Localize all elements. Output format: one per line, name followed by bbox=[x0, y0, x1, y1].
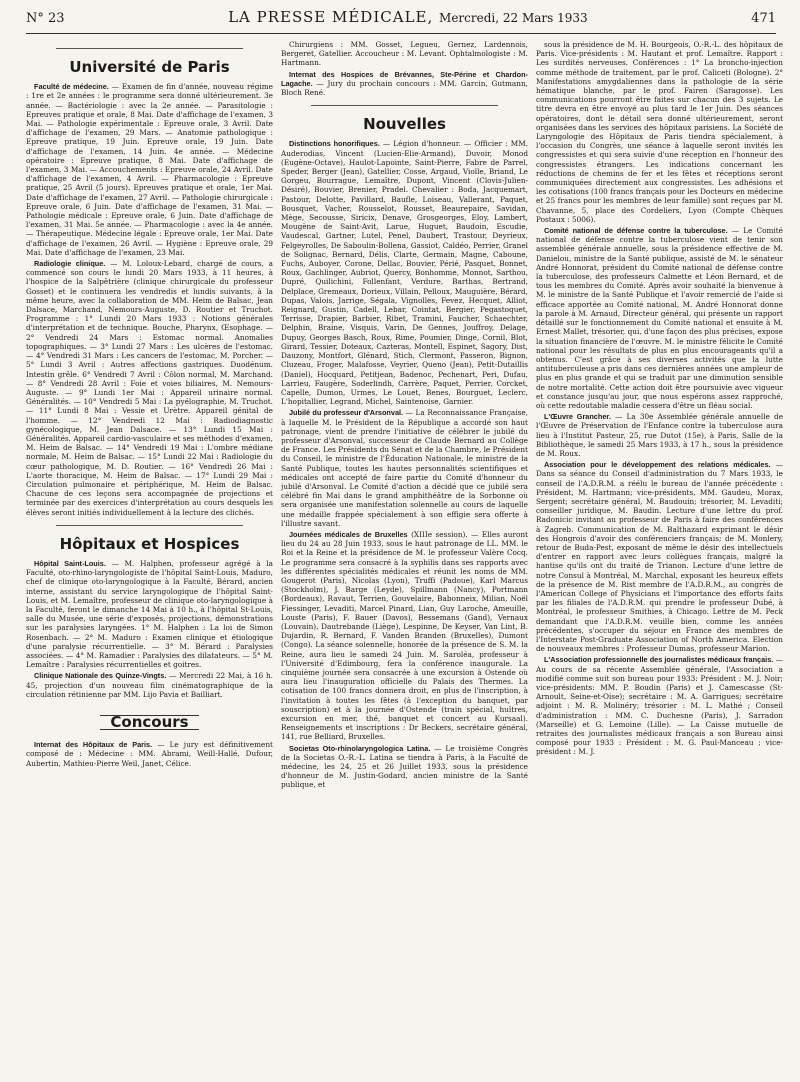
article-text: — Le jury est définitivement composé de : Médecine : MM. Abrami, Weill-Hallé, Dufour, Aubertin, Mathieu-Pierre Weil, Janet, Célice. bbox=[26, 740, 273, 768]
article-lead: Hôpital Saint-Louis. bbox=[34, 558, 106, 568]
article-lead: Radiologie clinique. bbox=[34, 259, 106, 269]
article-text: (XIIIe session). — Elles auront lieu du 24 au 28 Juin 1933, sous le haut patronage de LL. MM. le Roi et la Reine et la présidence de M. le professeur Valère Cocq. Le programme sera consacré à la syphilis dans ses rapports avec les différentes spécialités médicales et réunit les noms de MM. Gougerot (Paris), Nicolas (Lyon), Truffi (Padoue), Karl Marcus (Stockholm), J. Barge (Leyde), Spillmann (Nancy), Portmann (Bordeaux), Ravaut, Terrien, Gouvelaire, Babonneix, Milian, Noël Fiessinger, Levaditi, Marcel Pinard, Lian, Guy Laroche, Ameuille, Louste (Paris), F. Bauer (Davos), Bessemans (Gand), Vernaux (Louvain), Dautrebande (Liège), Lespinne, De Keyser, Van Lint, B. Dujardin, R. Bernard, F. Vanden Branden (Bruxelles), Dumont (Congo). La séance solennelle, honorée de la présence de S. M. la Reine, aura lieu le samedi 24 Juin. M. Saroléa, professeur à l'Université d'Edimbourg, fera la conférence inaugurale. La cinquième journée sera consacrée à une excursion à Ostende où aura lieu l'inauguration officielle du Palais des Thermes. La cotisation de 100 francs donnera droit, en plus de l'inscription, à l'invitation à toutes les fêtes (à l'exception du banquet, par souscription) et à la journée d'Ostende (train spécial, huîtres, excursion en mer, thé, banquet et concert au Kursaal). Renseignements et inscriptions : Dr Beckers, secrétaire général, 141, rue Belliard, Bruxelles. bbox=[281, 529, 528, 742]
article-lead: Distinctions honorifiques. bbox=[289, 139, 380, 149]
article-lead: Clinique Nationale des Quinze-Vingts. bbox=[34, 671, 167, 681]
article-lead: Comité national de défense contre la tuberculose. bbox=[544, 226, 728, 236]
article-text: — La Reconnaissance Française, à laquelle M. le Président de la République a accordé son haut patronage, vient de prendre l'initiative de célébrer le jubilé du professeur d'Arsonval, successeur de Claude Bernard au Collège de France. Les Présidents du Sénat et de la Chambre, le Président du Conseil, le ministre de l'Éducation Nationale, le ministre de la Santé Publique, toutes les hautes personnalités scientifiques et médicales ont accepté de faire partie du Comité d'honneur du jubilé d'Arsonval. Le Comité d'action a décidé que ce jubilé sera célébré fin Mai dans le grand amphithéâtre de la Sorbonne où sera organisée une manifestation solennelle au cours de laquelle une médaille frappée spécialement à son effigie sera offerte à l'illustre savant. bbox=[281, 408, 528, 528]
article-text: — Jury du prochain concours : MM. Garcin, Gutmann, Bloch René. bbox=[281, 78, 528, 98]
article-text: — Examen de fin d'année, nouveau régime : 1re et 2e années : le programme sera donné ultérieurement. 3e année. — Bactériologie : avec la 2e année. — Parasitologie : Epreuves pratique et orale, 8 Mai. Date d'affichage de l'examen, 3 Mai. — Pathologie expérimentale : Epreuve orale, 3 Avril. Date d'affichage de l'examen, 29 Mars. — Anatomie pathologique : Epreuve pratique, 19 Juin. Epreuve orale, 19 Juin. Date d'affichage de l'examen, 14 Juin. 4e année. — Médecine opératoire : Epreuve pratique, 8 Mai. Date d'affichage de l'examen, 3 Mai. — Accouchements : Epreuve orale, 24 Avril. Date d'affichage de l'examen, 4 Avril. — Pharmacologie : Epreuve pratique, 25 Avril (5 jours). Epreuves pratique et orale, 1er Mai. Date d'affichage de l'examen, 27 Avril. — Pathologie chirurgicale : Epreuve orale, 6 Juin. Date d'affichage de l'examen, 31 Mai. — Pathologie médicale : Epreuve orale, 6 Juin. Date d'affichage de l'examen, 31 Mai. 5e année. — Pharmacologie : avec la 4e année. — Thérapeutique. Médecine légale : Epreuve orale, 1er Mai. Date d'affichage de l'examen, 26 Avril. — Hygiène : Epreuve orale, 29 Mai. Date d'affichage de l'examen, 23 Mai. bbox=[26, 82, 273, 257]
article-lead: Internat des Hospices de Brévannes, Ste-Périne et Chardon-Lagache. bbox=[281, 69, 528, 88]
article-text: — Le troisième Congrès de la Societas O.-R.-L. Latina se tiendra à Paris, à la Faculté de médecine, les 24, 25 et 26 Juillet 1933, sous la présidence d'honneur de M. Justin-Godard, ancien ministre de la Santé publique, et bbox=[281, 743, 528, 790]
article-text: — Le Comité national de défense contre la tuberculose vient de tenir son assemblée générale annuelle, sous la présidence effective de M. Danielou, ministre de la Santé publique, assisté de M. le sénateur André Honnorat, président du Comité national de défense contre la tuberculose, des professeurs Calmette et Léon Bernard, et de tous les membres du Comité. Après avoir souhaité la bienvenue à M. le ministre de la Santé Publique et l'avoir remercié de l'aide si efficace apportée au Comité national, M. André Honnorat donne la parole à M. Arnaud, Directeur général, qui présente un rapport détaillé sur le fonctionnement du Comité national et ensuite à M. Ernest Mallet, trésorier, qui, d'une façon des plus précises, expose la situation financière de l'œuvre. M. le ministre félicite le Comité national pour les résultats de plus en plus encourageants qu'il a obtenus. C'est grâce à ses diverses activités que la lutte antituberculeuse a pris dans ces dernières années une ampleur de plus en plus grande et qui se traduit par une diminution sensible de notre mortalité. Cette action doit être poursuivie avec vigueur et constance jusqu'au jour, que nous espérons assez rapproché, où cette redoutable maladie cessera d'être un fléau social. bbox=[536, 226, 783, 410]
masthead bbox=[228, 8, 588, 26]
issue-number: N° 23 bbox=[26, 11, 65, 26]
article-lead: Internat des Hôpitaux de Paris. bbox=[34, 740, 153, 750]
article-lead: Association pour le développement des relations médicales. bbox=[544, 460, 771, 470]
article-lead: Journées médicales de Bruxelles bbox=[289, 529, 408, 539]
article-text: — Dans sa séance du Conseil d'administration du 7 Mars 1933, le conseil de l'A.D.R.M. a réélu le bureau de l'année précédente : Président, M. Hartmann; vice-présidents, MM. Gaudeu, Morax, Sergent; secrétaire général, M. Baudouin; trésorier, M. Levaditi; conseiller juridique, M. Baudin. Lecture d'une lettre du prof. Radonicic invitant au professeur de Paris à faire des conférences à Zagreb. Communication de M. Balthazard exprimant le désir des Hongrois d'avoir des conférenciers français; de M. Monlery, retour de Buda-Pest, exposant de même le désir des intellectuels d'entrer en rapport avec leurs collègues français, malgré la hantise qu'ils ont du traité de Trianon. Lecture d'une lettre de notre Consul à Montréal, M. Marchal, exposant les heureux effets de la présence de M. Rist membre de l'A.D.R.M., au congrès de l'American College of Physicians et l'importance des efforts faits par les filiales de l'A.D.R.M. qui prendre le professeur Dubé, à Montréal, le professeur Smithies, à Chicago. Lettre de M. Peck demandant que l'A.D.R.M. veuille bien, comme les années précédentes, s'occuper du séjour en France des membres de l'Interstate Post-Graduate Association of North America. Election de nouveaux membres : Professeur Dumas, professeur Marion. bbox=[536, 460, 783, 654]
article bbox=[281, 530, 528, 742]
article-lead: Faculté de médecine. bbox=[34, 82, 109, 92]
masthead-title: LA PRESSE MÉDICALE, bbox=[228, 8, 434, 26]
article-lead: L'Association professionnelle des journalistes médicaux français. bbox=[544, 655, 774, 665]
article bbox=[26, 559, 273, 669]
section-heading: Université de Paris bbox=[69, 58, 230, 76]
article bbox=[26, 740, 273, 768]
masthead-date: Mercredi, 22 Mars 1933 bbox=[439, 11, 588, 25]
divider bbox=[56, 525, 243, 526]
article bbox=[281, 70, 528, 98]
columns bbox=[26, 34, 783, 1080]
article-lead: Societas Oto-rhinolaryngologica Latina. bbox=[289, 743, 431, 753]
column-3 bbox=[536, 40, 783, 1080]
article bbox=[536, 226, 783, 410]
article-text: — M. Loloux-Lebard, chargé de cours, a commencé son cours le lundi 20 Mars 1933, à 11 heures, à l'hospice de la Salpêtrière (clinique chirurgicale du professeur Gosset) et le continuera les vendredis et lundis suivants, à la même heure, avec la collaboration de MM. Heim de Balsac, Jean Dalsace, Marchand, Nemours-Auguste, D. Routier et Truchot. Programme : 1° Lundi 20 Mars 1933 : Notions générales d'interprétation et de technique. Bouche, Pharynx, Œsophage. — 2° Vendredi 24 Mars : Estomac normal. Anomalies topographiques. — 3° Lundi 27 Mars : Les ulcères de l'estomac. — 4° Vendredi 31 Mars : Les cancers de l'estomac, M. Porcher. — 5° Lundi 3 Avril : Autres affections gastriques. Duodénum. Intestin grêle. 6° Vendredi 7 Avril : Côlon normal, M. Marchand. — 8° Vendredi 28 Avril : Foie et voies biliaires, M. Nemours-Auguste. — 9° Lundi 1er Mai : Appareil urinaire normal. Généralités. — 10° Vendredi 5 Mai : La pyélographie, M. Truchot. — 11° Lundi 8 Mai : Vessie et Urètre. Appareil génital de l'homme. — 12° Vendredi 12 Mai : Radiodiagnostic gynécologique, M. Jean Dalsace. — 13° Lundi 15 Mai : Généralités. Appareil cardio-vasculaire et ses méthodes d'examen, M. Heim de Balsac. — 14° Vendredi 19 Mai : L'ombre médiane normale, M. Heim de Balsac. — 15° Lundi 22 Mai : Radiologie du cœur pathologique, M. D. Routier. — 16° Vendredi 26 Mai : L'aorte thoracique, M. Heim de Balsac. — 17° Lundi 29 Mai : Circulation pulmonaire et périphérique, M. Heim de Balsac. Chacune de ces leçons sera accompagnée de projections et terminée par des exercices d'interprétation au cours desquels les élèves seront initiés individuellement à la lecture des clichés. bbox=[26, 259, 273, 517]
article-text: — Au cours de sa récente Assemblée générale, l'Association a modifié comme suit son bureau pour 1933: Président : M. J. Noir; vice-présidents: MM. P. Boudin (Paris) et J. Camescasse (St-Arnoult, Seine-et-Oise); secrétaire : M. A. Garrigues; secrétaire adjoint : M. R. Molinéry; trésorier : M. L. Mathé ; Conseil d'administration : MM. C. Duchesne (Paris), J. Sarradon (Marseille) et G. Lemoine (Lille). — La Caisse mutuelle de retraites des journalistes médicaux français a son Bureau ainsi composé pour 1933 : Président : M. G. Paul-Manceau ; vice-président : M. J. bbox=[536, 655, 783, 757]
page-header bbox=[26, 8, 776, 34]
section-heading: Hôpitaux et Hospices bbox=[59, 534, 240, 553]
divider bbox=[311, 105, 498, 106]
page-number: 471 bbox=[751, 11, 776, 26]
article-text: — Légion d'honneur. — Officier : MM. Auderodias, Vincent (Lucien-Elie-Armand), Duvoir, Monod (Eugène-Octave), Haulot-Lapointe, Saint-Pierre, Fabre de Parrel, Speder, Berger (Jean), Gatellier, Cosse, Argaud, Violle, Briand, Le Gorgeu, Bourrague, Lemaître, Dupont, Vincent (Clovis-Julien-Désiré), Bouvier, Brenier, Pradel. Chevalier : Boda, Jacquemart, Pastour, Delotte, Pavillard, Baufle, Loiseau, Vallerant, Paquet, Bousquet, Vacher, Rousselot, Rousset, Beaurepaire, Savidan, Mège, Secousse, Siricix, Denave, Grosgeorges, Eloy, Lambert, Mougène de Saint-Avit, Larue, Huguet, Baudoin, Escudie, Vaudescal, Gartner, Lutel, Penel, Daubert, Trastour, Deyrieux, Felgeyrolles, De Saboulin-Bollena, Gassiot, Caldéo, Perrier, Granel de Solignac, Bernard, Délis, Clarte, Germain, Magne, Caboune, Fuchs, Auboyer, Corone, Dellac, Bouvier, Périé, Pasquet, Bonnet, Roux, Gachlinger, Aubriot, Quercy, Bonhomme, Monnot, Sarthou, Dupré, Quilichini, Follenfant, Verdure, Barthas, Bertrand, Delplace, Gremeaux, Dorieux, Villain, Pelloux, Mauguière, Bérard, Dupas, Valois, Jarrige, Ségala, Vignolles, Fevez, Hecquet, Alliot, Reignard, Gustin, Cadell, Lebar, Cointat, Bergier, Pegastoquet, Terrisse, Drapier, Barbier, Ribet, Tramini, Faucher, Schaechter, Delphin, Braine, Visquis, Varin, De Gennes, Jouffroy, Delage, Dupuy, Georges Basch, Roux, Rime, Poumier, Dinge, Cornil, Blot, Girard, Tessier, Doteaux, Cazteras, Montell, Espinet, Sagory, Dist, Dauzony, Montfort, Glénard, Stich, Clermont, Passeron, Bignon, Cluzeau, Froger, Malafosse, Veyrier, Queno (Jean), Petit-Dutaillis (Daniel), Hocquard, Petitjean, Badenoc, Pechenart, Peri, Dufau, Larrieu, Faugère, Soderlindh, Carrère, Paquet, Perrier, Corcket, Capelle, Dumon, Urmes, Le Louet, Benes, Bourguet, Leclerc, L'hopitallier, Legrand, Michel, Saintenoise, Garnier. bbox=[281, 139, 528, 407]
article-text: — M. Halphen, professeur agrégé à la Faculté, oto-rhino-laryngologiste de l'hôpital Saint-Louis, Maduro, chef de clinique oto-laryngologique à la Faculté, Bérard, ancien interne, assistant du service laryngologique de l'hôpital Saint-Louis, et M. Lemaître, professeur de clinique oto-laryngologique à la Faculté, feront le dimanche 14 Mai à 10 h., à l'hôpital St-Louis, salle du Musée, une série d'exposés, projections, démonstrations sur les paralysies laryngées. 1° M. Halphen : La loi de Simon Rosenbach. — 2° M. Maduro : Examen clinique et étiologique d'une paralysie récurrentielle. — 3° M. Bérard : Paralysies associées. — 4° M. Ramadier : Paralysies des dilatateurs. — 5° M. Lemaître : Paralysies récurrentielles et goitres. bbox=[26, 558, 273, 670]
article bbox=[26, 82, 273, 257]
article bbox=[536, 412, 783, 458]
article bbox=[26, 671, 273, 699]
article bbox=[281, 408, 528, 528]
article-text: Chirurgiens : MM. Gosset, Legueu, Gernez, Lardennois, Bergeret, Gatellier. Accoucheur : M. Levant. Ophtalmologiste : M. Hartmann. bbox=[281, 40, 528, 68]
article-lead: Jubilé du professeur d'Arsonval. bbox=[289, 408, 404, 418]
article-text: — La 30e Assemblée générale annuelle de l'Œuvre de Préservation de l'Enfance contre la tuberculose aura lieu à l'Institut Pasteur, 25, rue Dutot (15e), à Paris, Salle de la Bibliothèque, le samedi 25 Mars 1933, à 17 h., sous la présidence de M. Roux. bbox=[536, 412, 783, 458]
column-2 bbox=[281, 40, 528, 1080]
article bbox=[281, 139, 528, 406]
article-text: — Mercredi 22 Mai, à 16 h. 45, projection d'un nouveau film cinématographique de la circulation rétinienne par MM. Lijo Pavia et Bailliart. bbox=[26, 671, 273, 699]
article bbox=[536, 460, 783, 653]
section-heading: Concours bbox=[100, 715, 198, 730]
article bbox=[281, 744, 528, 790]
article-text: sous la présidence de M. H. Bourgeois, O.-R.-L. des hôpitaux de Paris. Vice-présidents : M. Hautant et prof. Lemaître. Rapport : Les surdités nerveuses. Conférences : 1° La broncho-injection comme méthode de traitement, par le prof. Caliceti (Bologne). 2° Manifestations amygdaliennes dans la pathologie de la série hématique blanche, par le prof. Fairen (Saragosse). Les communications pourront être faites sur chacun des 3 sujets. Le titre devra en être envoyé au plus tard le 1er Juin. Des séances opératoires, dont le détail sera donné ultérieurement, seront organisées dans les services des hôpitaux parisiens. La Société de Laryngologie des Hôpitaux de Paris tiendra spécialement, à l'occasion du Congrès, une séance à laquelle seront invités les congressistes et qui sera suivie d'une réception en l'honneur des congressistes étrangers. Les indications concernant les réductions de chemins de fer et les fêtes et réceptions seront communiquées directement aux congressistes. Les adhésions et les cotisations (100 francs français pour les Docteurs en médecine et 25 francs pour les membres de leur famille) sont reçues par M. Chavanne, 5, place des Cordeliers, Lyon (Compte Chèques Postaux : 5006). bbox=[536, 40, 783, 224]
article bbox=[26, 259, 273, 517]
article-lead: L'Œuvre Grancher. bbox=[544, 412, 611, 422]
section-heading: Nouvelles bbox=[363, 115, 446, 134]
article bbox=[536, 655, 783, 756]
column-1 bbox=[26, 40, 273, 1080]
divider bbox=[56, 48, 243, 49]
